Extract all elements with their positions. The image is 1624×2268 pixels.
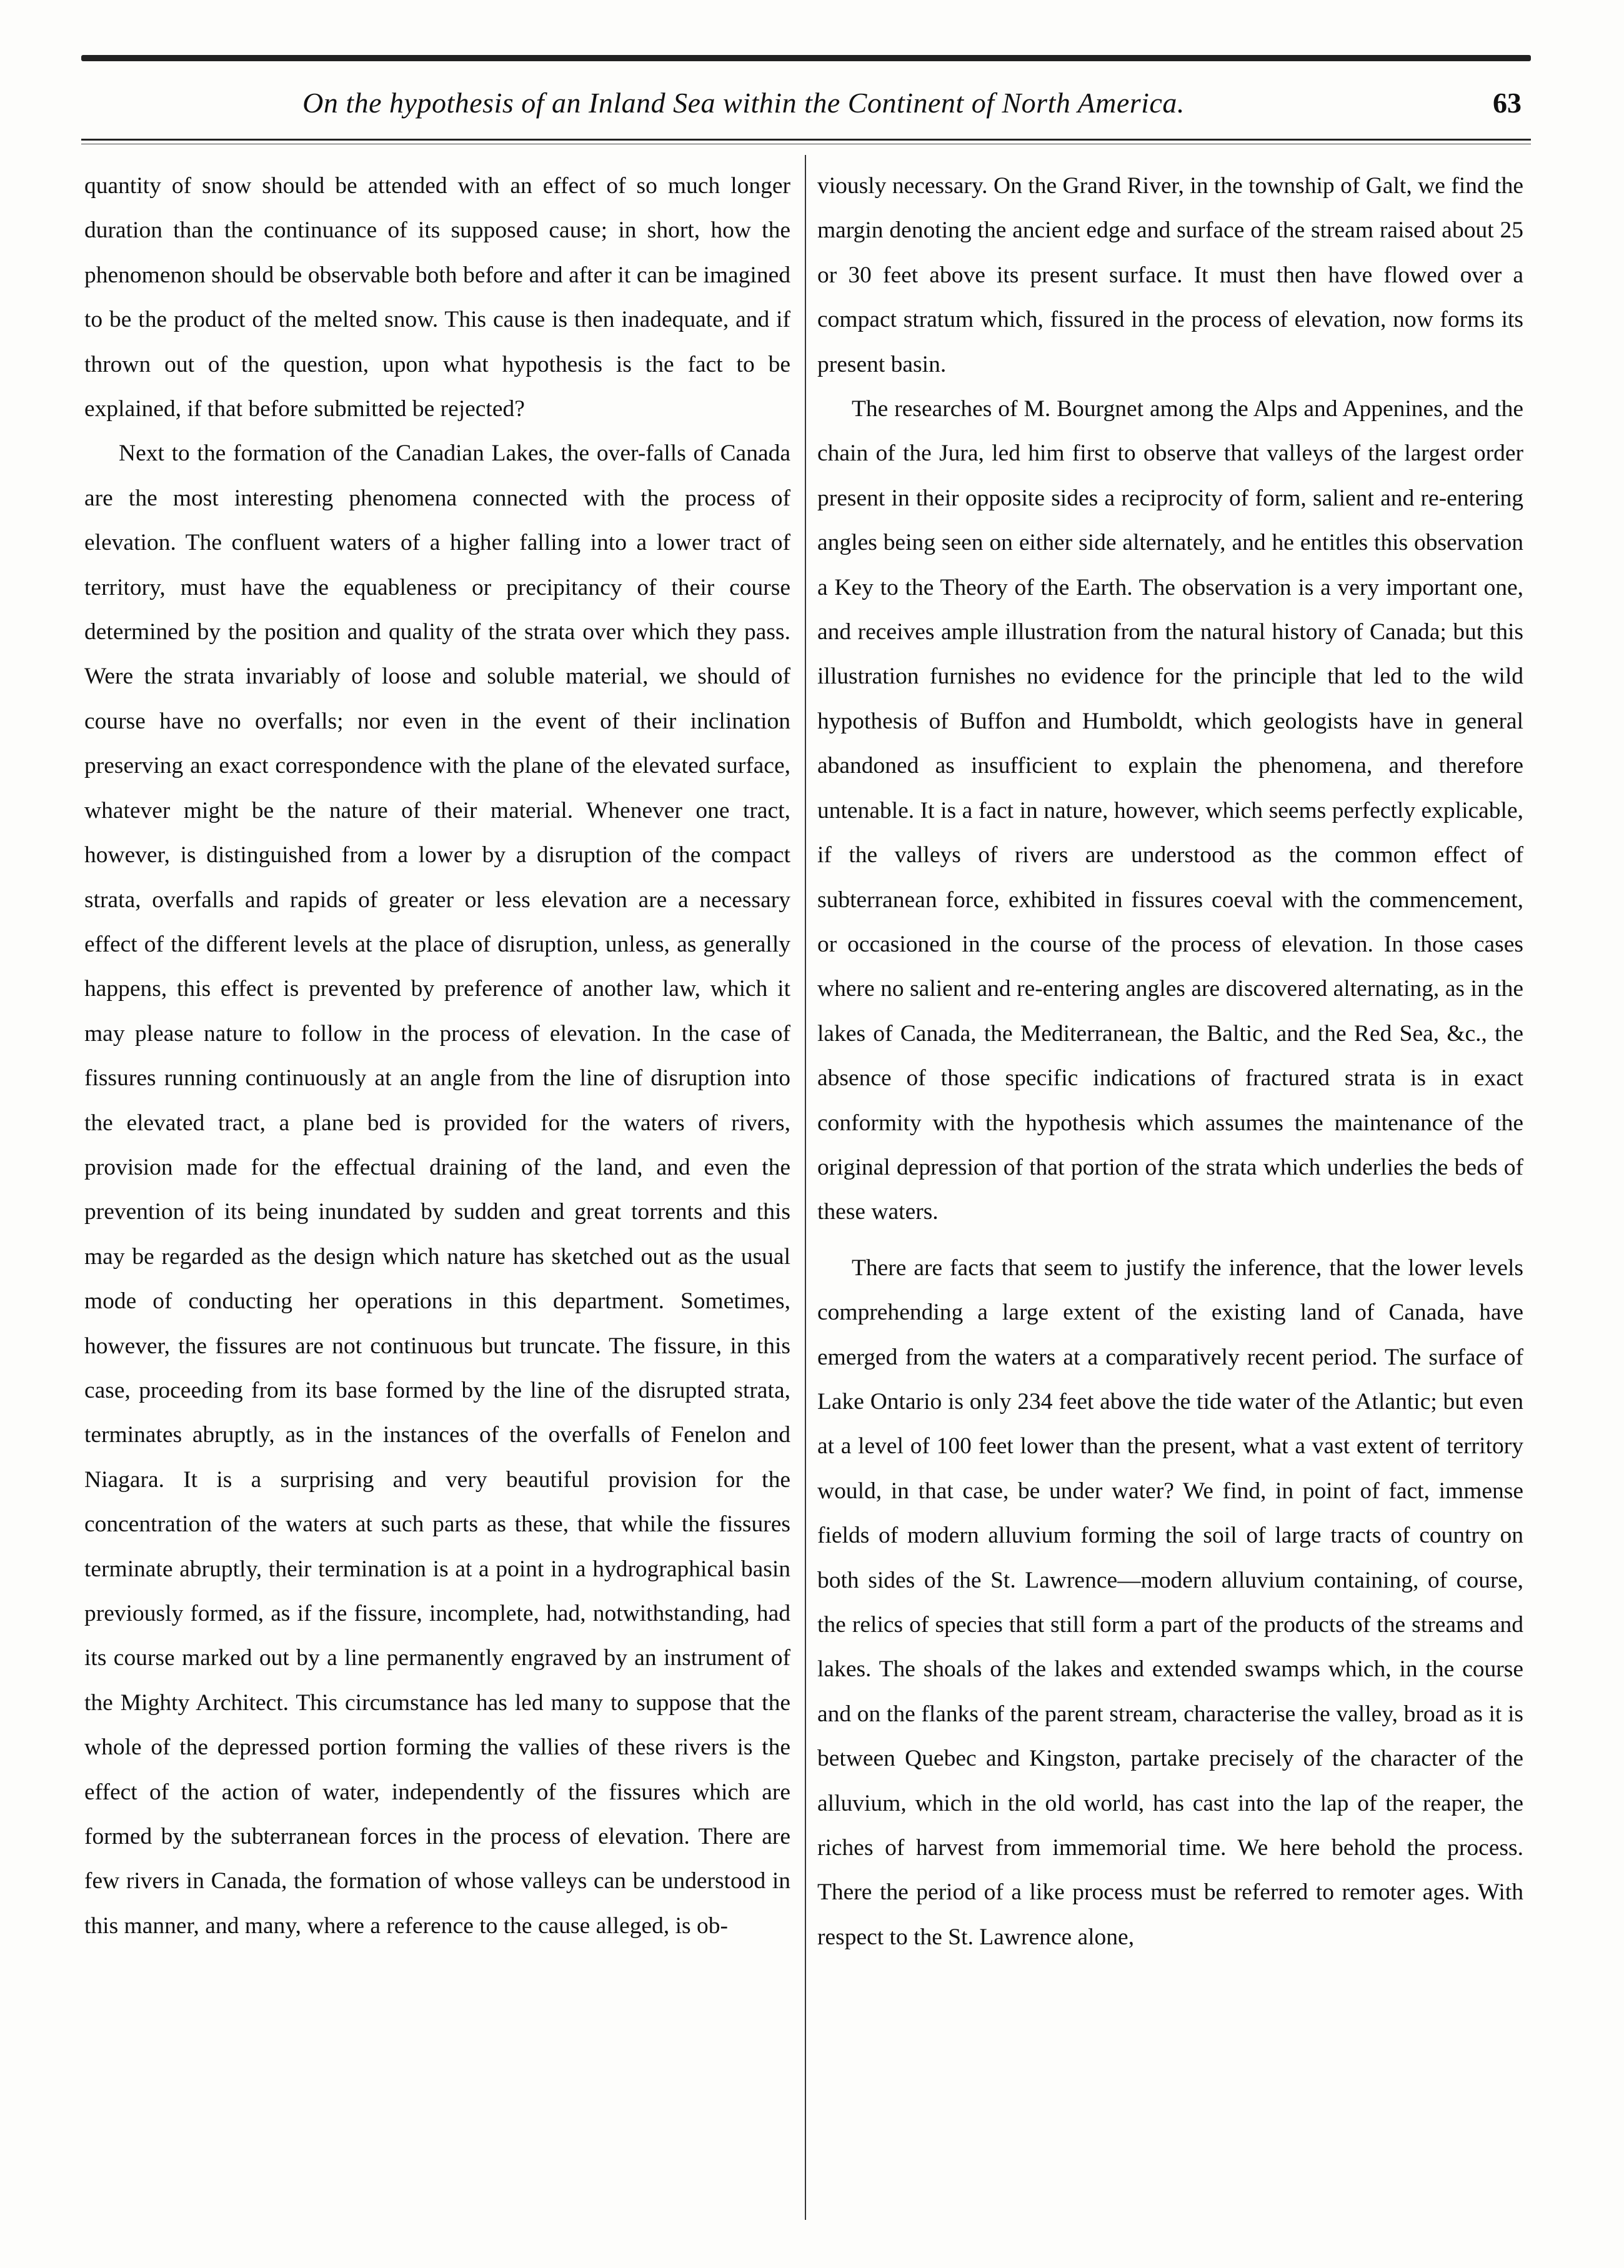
right-column	[817, 164, 1523, 2219]
right-paragraph-3: There are facts that seem to justify the inference, that the lower levels comprehending a large extent of the existing land of Canada, have emerged from the waters at a comparatively recent period. The surface of Lake Ontario is only 234 feet above the tide water of the Atlantic; but even at a level of 100 feet lower than the present, what a vast extent of territory would, in that case, be under water? We find, in point of fact, immense fields of modern alluvium forming the soil of large tracts of country on both sides of the St. Lawrence—modern alluvium containing, of course, the relics of species that still form a part of the products of the streams and lakes. The shoals of the lakes and extended swamps which, in the course and on the flanks of the parent stream, characterise the valley, broad as it is between Quebec and Kingston, partake precisely of the character of the alluvium, which in the old world, has cast into the lap of the reaper, the riches of harvest from immemorial time. We here behold the process. There the period of a like process must be referred to remoter ages. With respect to the St. Lawrence alone,	[817, 1255, 1523, 1950]
left-column	[84, 164, 790, 2219]
left-paragraph-1: quantity of snow should be attended with an effect of so much longer duration than the continuance of its supposed cause; in short, how the phenomenon should be observable both before and after it can be imagined to be the product of the melted snow. This cause is then inadequate, and if thrown out of the question, upon what hypothesis is the fact to be explained, if that before submitted be rejected?	[84, 173, 790, 422]
right-paragraph-1: viously necessary. On the Grand River, in the township of Galt, we find the margin denoting the ancient edge and surface of the stream raised about 25 or 30 feet above its present surface. It must then have flowed over a compact stratum which, fissured in the process of elevation, now forms its present basin.	[817, 173, 1523, 377]
header-rule	[81, 139, 1531, 141]
page-header	[81, 74, 1531, 136]
left-paragraph-2: Next to the formation of the Canadian Lakes, the over-falls of Canada are the most interesting phenomena connected with the process of elevation. The confluent waters of a higher falling into a lower tract of territory, must have the equableness or precipitancy of their course determined by the position and quality of the strata over which they pass. Were the strata invariably of loose and soluble material, we should of course have no overfalls; nor even in the event of their inclination preserving an exact correspondence with the plane of the elevated surface, whatever might be the nature of their material. Whenever one tract, however, is distinguished from a lower by a disruption of the compact strata, overfalls and rapids of greater or less elevation are a necessary effect of the different levels at the place of disruption, unless, as generally happens, this effect is prevented by preference of another law, which it may please nature to follow in the process of elevation. In the case of fissures running continuously at an angle from the line of disruption into the elevated tract, a plane bed is provided for the waters of rivers, provision made for the effectual draining of the land, and even the prevention of its being inundated by sudden and great torrents and this may be regarded as the design which nature has sketched out as the usual mode of conducting her operations in this department. Sometimes, however, the fissures are not continuous but truncate. The fissure, in this case, proceeding from its base formed by the line of the disrupted strata, terminates abruptly, as in the instances of the overfalls of Fenelon and Niagara. It is a surprising and very beautiful provision for the concentration of the waters at such parts as these, that while the fissures terminate abruptly, their termination is at a point in a hydrographical basin previously formed, as if the fissure, incomplete, had, notwithstanding, had its course marked out by a line permanently engraved by an instrument of the Mighty Architect. This circumstance has led many to suppose that the whole of the depressed portion forming the vallies of these rivers is the effect of the action of water, independently of the fissures which are formed by the subterranean forces in the process of elevation. There are few rivers in Canada, the formation of whose valleys can be understood in this manner, and many, where a reference to the cause alleged, is ob-	[84, 440, 790, 1939]
top-rule	[81, 55, 1531, 61]
page-number: 63	[1493, 87, 1522, 119]
column-divider	[805, 155, 806, 2220]
right-paragraph-2: The researches of M. Bourgnet among the Alps and Appenines, and the chain of the Jura, led him first to observe that valleys of the largest order present in their opposite sides a reciprocity of form, salient and re-entering angles being seen on either side alternately, and he entitles this observation a Key to the Theory of the Earth. The observation is a very important one, and receives ample illustration from the natural history of Canada; but this illustration furnishes no evidence for the principle that led to the wild hypothesis of Buffon and Humboldt, which geologists have in general abandoned as insufficient to explain the phenomena, and therefore untenable. It is a fact in nature, however, which seems perfectly explicable, if the valleys of rivers are understood as the common effect of subterranean force, exhibited in fissures coeval with the commencement, or occasioned in the course of the process of elevation. In those cases where no salient and re-entering angles are discovered alternating, as in the lakes of Canada, the Mediterranean, the Baltic, and the Red Sea, &c., the absence of those specific indications of fractured strata is in exact conformity with the hypothesis which assumes the maintenance of the original depression of that portion of the strata which underlies the beds of these waters.	[817, 396, 1523, 1225]
running-title: On the hypothesis of an Inland Sea within the Continent of North America.	[302, 87, 1185, 119]
